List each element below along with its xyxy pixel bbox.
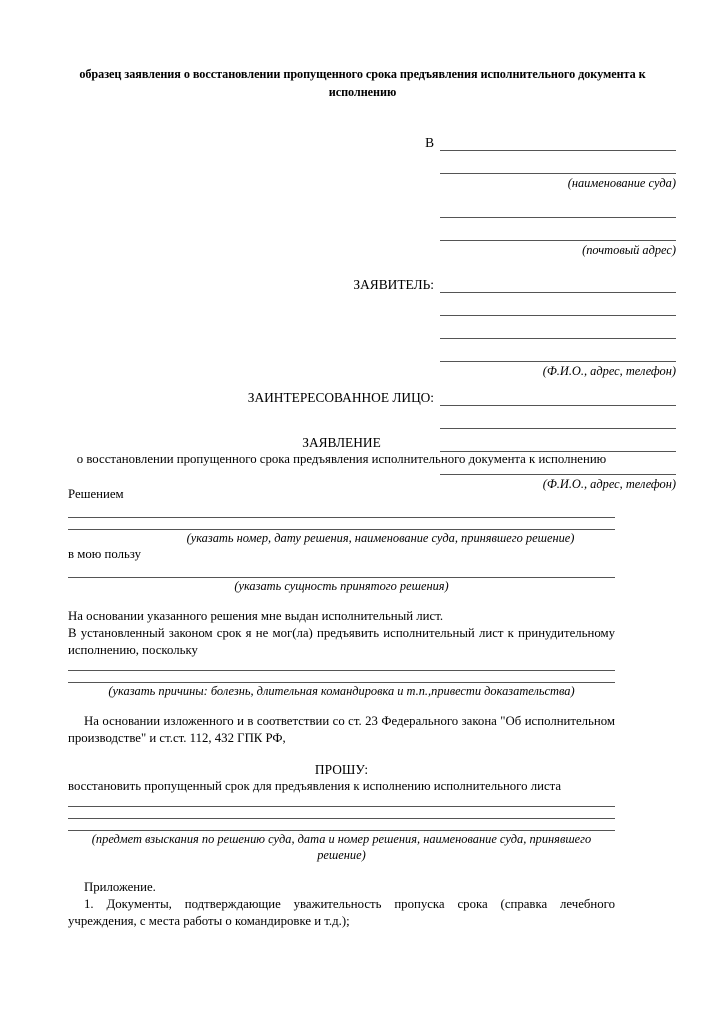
court-name-caption: (наименование суда) xyxy=(567,176,676,190)
document-heading: ЗАЯВЛЕНИЕ xyxy=(302,435,381,450)
court-address-caption: (почтовый адрес) xyxy=(582,243,676,257)
interested-party-line-1[interactable] xyxy=(440,405,676,406)
applicant-row-4 xyxy=(68,339,676,362)
in-my-favor-text: в мою пользу xyxy=(68,547,141,562)
applicant-line-2[interactable] xyxy=(440,315,676,316)
applicant-caption: (Ф.И.О., адрес, телефон) xyxy=(542,364,676,378)
reasons-caption: (указать причины: болезнь, длительная командировка и т.п.,привести доказательства) xyxy=(108,683,575,698)
interested-party-row-2 xyxy=(68,406,676,429)
writ-issued-text: На основании указанного решения мне выдан исполнительный лист. xyxy=(68,609,444,624)
interested-party-row xyxy=(68,383,676,406)
applicant-row-3 xyxy=(68,316,676,339)
court-name-line-1[interactable] xyxy=(440,150,676,151)
interested-party-caption: (Ф.И.О., адрес, телефон) xyxy=(542,477,676,491)
applicant-row-2 xyxy=(68,293,676,316)
request-text: восстановить пропущенный срок для предъявления к исполнению исполнительного листа xyxy=(68,779,562,794)
missed-deadline-text: В установленный законом срок я не мог(ла) предъявить исполнительный лист к принудительному исполнению, поскольку xyxy=(68,625,615,657)
applicant-line-4[interactable] xyxy=(440,361,676,362)
court-address-row-1 xyxy=(68,195,676,218)
interested-party-line-2[interactable] xyxy=(440,428,676,429)
court-name-line-2[interactable] xyxy=(440,173,676,174)
court-name-row xyxy=(68,128,676,151)
request-heading: ПРОШУ: xyxy=(314,761,369,777)
appendix-heading: Приложение. xyxy=(84,880,156,895)
page-title: образец заявления о восстановлении пропущенного срока предъявления исполнительного документа к исполнению xyxy=(79,67,646,99)
subject-caption: (предмет взыскания по решению суда, дата и номер решения, наименование суда, принявшего решение) xyxy=(91,831,592,863)
appendix-item-1: 1. Документы, подтверждающие уважительность пропуска срока (справка лечебного учреждения, с места работы о командировке и т.д.); xyxy=(68,897,615,928)
applicant-label: ЗАЯВИТЕЛЬ: xyxy=(353,276,434,292)
legal-basis-text: На основании изложенного и в соответствии со ст. 23 Федерального закона "Об исполнительном производстве" и ст.ст. 112, 432 ГПК РФ, xyxy=(68,713,615,745)
court-address-row-2 xyxy=(68,218,676,241)
applicant-line-1[interactable] xyxy=(440,292,676,293)
court-address-line-1[interactable] xyxy=(440,217,676,218)
applicant-line-3[interactable] xyxy=(440,338,676,339)
court-prefix-label: В xyxy=(425,134,434,150)
interested-party-label: ЗАИНТЕРЕСОВАННОЕ ЛИЦО: xyxy=(247,389,434,405)
document-subtitle: о восстановлении пропущенного срока предъявления исполнительного документа к исполнению xyxy=(76,452,607,467)
court-address-line-2[interactable] xyxy=(440,240,676,241)
decision-intro-text: Решением xyxy=(68,487,124,502)
document-body xyxy=(68,434,615,930)
decision-caption: (указать номер, дату решения, наименование суда, принявшего решение) xyxy=(186,530,575,545)
essence-caption: (указать сущность принятого решения) xyxy=(234,578,449,593)
court-name-row-2 xyxy=(68,151,676,174)
applicant-row xyxy=(68,270,676,293)
